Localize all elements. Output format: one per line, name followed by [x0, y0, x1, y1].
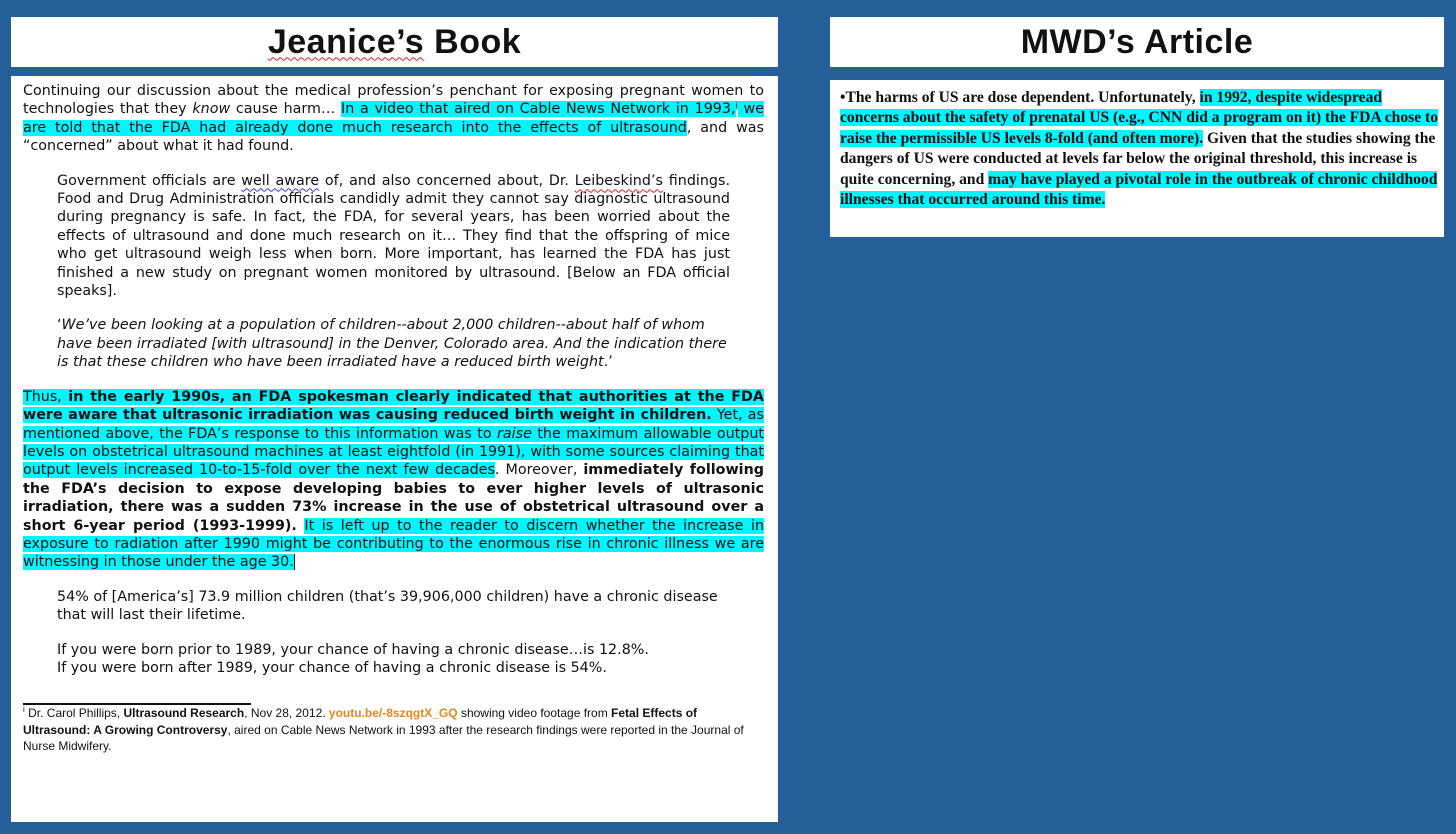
left-document	[11, 76, 778, 822]
text-span: Government officials are	[57, 172, 242, 189]
text-span: cause harm…	[230, 101, 342, 118]
text-span: Ultrasound Research	[123, 706, 245, 721]
text-span: Given that the studies showing the dangers of US were conducted at levels far below the original threshold, this increase is quite concerning, and	[840, 129, 1436, 188]
footnote	[23, 705, 764, 755]
highlighted-text: in the early 1990s, an FDA spokesman clearly indicated that authorities at the FDA were aware that ultrasonic irradiation was causing reduced birth weight in children.	[23, 388, 764, 424]
video-link[interactable]: youtu.be/-8szqgtX_GQ	[328, 706, 458, 721]
paragraph-intro	[23, 82, 764, 156]
right-document	[830, 80, 1444, 237]
text-span: findings. Food and Drug Administration officials candidly admit they cannot say diagnostic ultrasound during pregnancy is safe. In fact, the FDA, for several years, has been worried about the effects of ultrasound and done much research on it… They find that the offspring of mice who get ultrasound weigh less when born. More important, has learned the FDA has just finished a new study on pregnant women monitored by ultrasound. [Below an FDA official speaks].	[57, 172, 730, 300]
footnote-marker: i	[23, 705, 25, 715]
text-span: , Nov 28, 2012.	[244, 706, 329, 721]
text-line: If you were born after 1989, your chance of having a chronic disease is 54%.	[57, 659, 607, 676]
highlighted-text: in 1992, despite widespread concerns about the safety of prenatal US (e.g., CNN did a program on it) the FDA chose to raise the permissible US levels 8-fold (and often more).	[840, 89, 1439, 147]
highlighted-text: the maximum allowable output levels on obstetrical ultrasound machines at least eightfold (in 1991), with some sources claiming that output levels increased 10-to-15-fold over the next few decades	[23, 425, 764, 479]
highlighted-text: may have played a pivotal role in the outbreak of chronic childhood illnesses that occurred around this time.	[840, 170, 1438, 209]
text-span: , and was “concerned” about what it had found.	[23, 119, 764, 155]
text-span: .’	[603, 354, 613, 371]
text-span: Fetal Effects of Ultrasound: A Growing Controversy	[23, 706, 698, 737]
blockquote-chance	[57, 641, 730, 678]
text-span: •The harms of US are dose dependent. Unfortunately,	[840, 89, 1200, 106]
footnote-ref[interactable]: i	[735, 100, 738, 110]
highlighted-text: In a video that aired on Cable News Network in 1993,	[341, 101, 736, 118]
blockquote-statistics: 54% of [America’s] 73.9 million children (that’s 39,906,000 children) have a chronic disease that will last their lifetime.	[57, 588, 718, 624]
text-span: , aired on Cable News Network in 1993 after the research findings were reported in the Journal of Nurse Midwifery.	[23, 722, 744, 754]
highlighted-text: Thus,	[23, 388, 69, 405]
text-span: immediately following the FDA’s decision to expose developing babies to ever higher levels of ultrasonic irradiation, there was a sudden 73% increase in the use of obstetrical ultrasound over a short 6-year period (1993-1999).	[23, 462, 764, 534]
text-span: know	[192, 101, 231, 118]
article-paragraph	[840, 88, 1438, 210]
text-span: Dr. Carol Phillips,	[24, 706, 124, 721]
blockquote-fda-official	[57, 316, 730, 371]
right-title: MWD’s Article	[1020, 22, 1254, 61]
highlighted-text: we are told that the FDA had already done much research into the effects of ultrasound	[23, 101, 765, 136]
highlighted-text: It is left up to the reader to discern whether the increase in exposure to radiation after 1990 might be contributing to the enormous rise in chronic illness we are witnessing in those under the age 30.	[23, 517, 764, 571]
left-title-box	[11, 17, 778, 67]
text-span: We’ve been looking at a population of children--about 2,000 children--about half of whom have been irradiated [with ultrasound] in the Denver, Colorado area. And the indication there is that these children who have been irradiated have a reduced birth weight	[57, 317, 727, 371]
text-span: . Moreover,	[494, 462, 584, 479]
left-title-name: Jeanice’s	[267, 22, 425, 61]
right-title-box	[830, 17, 1444, 67]
paragraph-thus	[23, 388, 764, 572]
grammar-flag: well aware	[241, 172, 320, 189]
spelling-flag: Leibeskind’s	[574, 172, 663, 189]
highlighted-text: raise	[497, 425, 532, 442]
text-span: Continuing our discussion about the medical profession’s penchant for exposing pregnant women to technologies that they	[23, 83, 764, 118]
text-line: If you were born prior to 1989, your chance of having a chronic disease…is 12.8%.	[57, 641, 649, 658]
text-span: of, and also concerned about, Dr.	[319, 172, 575, 189]
left-title	[268, 23, 521, 62]
text-span: showing video footage from	[457, 706, 612, 721]
highlighted-text: Yet, as mentioned above, the FDA’s response to this information was to	[23, 407, 764, 442]
left-title-suffix: Book	[424, 22, 522, 61]
blockquote-officials	[57, 172, 730, 301]
text-span: ‘	[57, 317, 62, 334]
